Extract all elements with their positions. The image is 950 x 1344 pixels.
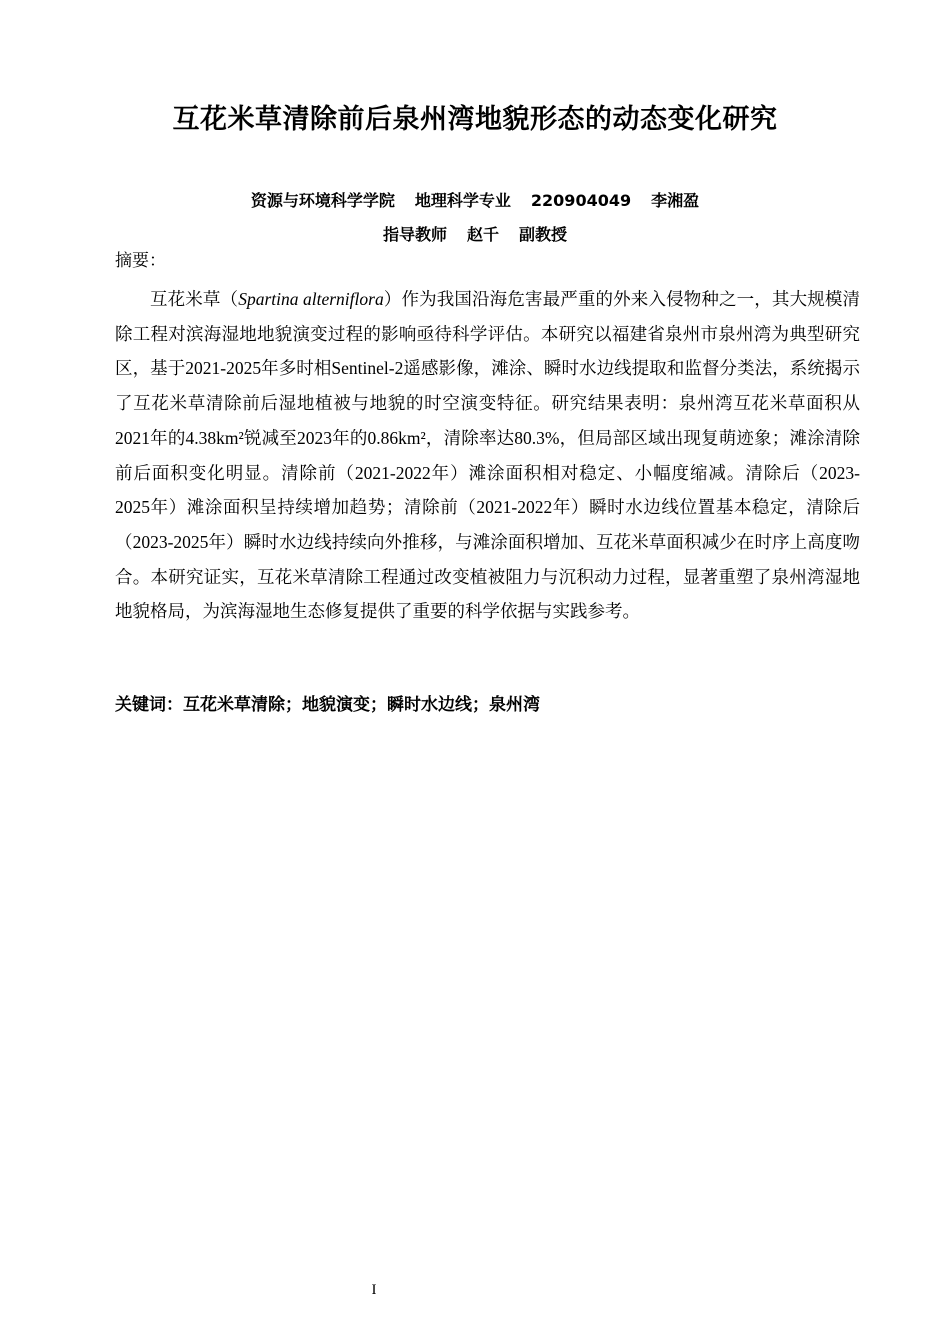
author-name: 李湘盈 [651,191,700,210]
advisor-title: 副教授 [519,225,568,244]
species-name: Spartina alterniflora [238,289,384,309]
abstract-text: ）作为我国沿海危害最严重的外来入侵物种之一，其大规模清除工程对滨海湿地地貌演变过程的影响亟待科学评估。本研究以福建省泉州市泉州湾为典型研究区，基于2021-2025年多时相Sentinel-2遥感影像，滩涂、瞬时水边线提取和监督分类法，系统揭示了互花米草清除前后湿地植被与地貌的时空演变特征。研究结果表明：泉州湾互花米草面积从2021年的4.38km²锐减至2023年的0.86km²，清除率达80.3%，但局部区域出现复萌迹象；滩涂清除前后面积变化明显。清除前（2021-2022年）滩涂面积相对稳定、小幅度缩减。清除后（2023-2025年）滩涂面积呈持续增加趋势；清除前（2021-2022年）瞬时水边线位置基本稳定，清除后（2023-2025年）瞬时水边线持续向外推移，与滩涂面积增加、互花米草面积减少在时序上高度吻合。本研究证实，互花米草清除工程通过改变植被阻力与沉积动力过程，显著重塑了泉州湾湿地地貌格局，为滨海湿地生态修复提供了重要的科学依据与实践参考。 [115,289,860,622]
major-name: 地理科学专业 [414,191,511,210]
author-info-line [0,190,950,212]
student-id: 220904049 [530,191,632,210]
paper-title: 互花米草清除前后泉州湾地貌形态的动态变化研究 [172,104,778,135]
advisor-name: 赵千 [466,225,499,244]
college-name: 资源与环境科学学院 [250,191,395,210]
page-number: I [371,1282,377,1298]
advisor-label: 指导教师 [382,225,447,244]
advisor-info-line [0,224,950,246]
abstract-intro-before: 互花米草（ [150,289,239,309]
abstract-body [115,282,860,629]
abstract-label: 摘要： [115,251,166,270]
keywords: 关键词：互花米草清除；地貌演变；瞬时水边线；泉州湾 [115,695,540,715]
